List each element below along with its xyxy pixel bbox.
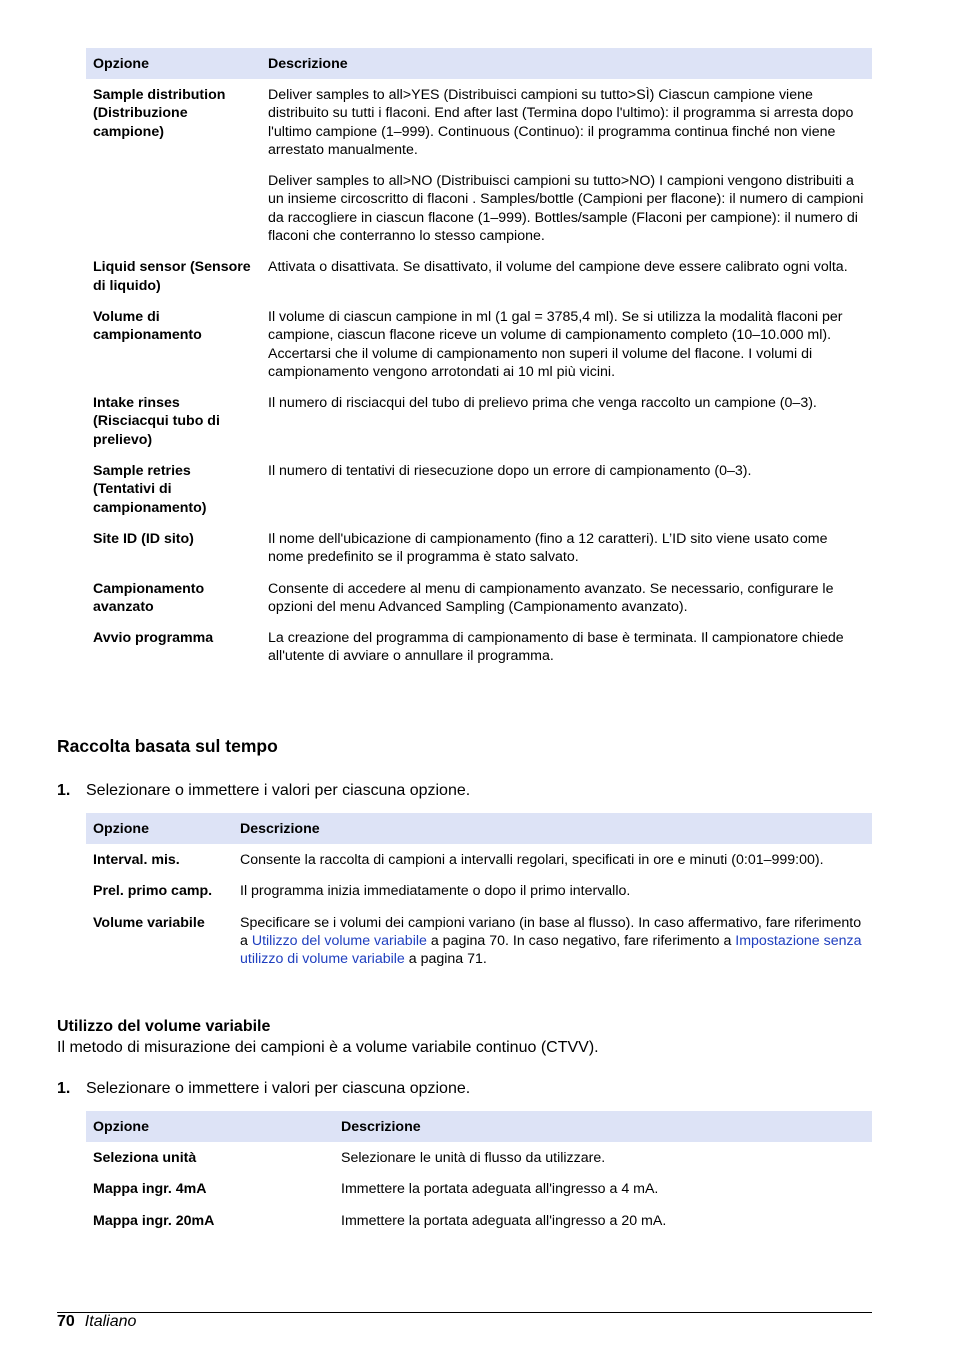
cross-reference-link[interactable]: Utilizzo del volume variabile [251,932,427,949]
option-description: Immettere la portata adeguata all'ingresso a 4 mA. [341,1181,659,1198]
option-description: La creazione del programma di campionamento di base è terminata. Il campionatore chiede all'utente di avviare o annullare il programma. [268,630,844,665]
intro-paragraph: Il metodo di misurazione dei campioni è a volume variabile continuo (CTVV). [57,1039,599,1056]
option-description: Consente la raccolta di campioni a intervalli regolari, specificati in ore e minuti (0:01–999:00). [240,852,824,868]
table-row [86,1142,872,1173]
option-name: Avvio programma [93,630,214,647]
step-text: Selezionare o immettere i valori per ciascuna opzione. [86,1080,471,1097]
option-name: Volume variabile [93,914,205,931]
table-row [86,844,872,875]
column-header-option: Opzione [86,48,261,79]
table-row [86,907,872,975]
options-table-sampling [86,48,872,672]
option-name: Volume di campionamento [93,308,202,344]
option-description [261,79,872,251]
option-description: Immettere la portata adeguata all'ingresso a 20 mA. [341,1212,667,1229]
table-row [86,573,872,623]
footer-language: Italiano [84,1313,137,1330]
section-heading: Raccolta basata sul tempo [57,736,278,756]
page-footer [57,1312,136,1332]
option-name: Mappa ingr. 4mA [93,1181,207,1198]
step-number: 1. [57,782,71,799]
table-row [86,301,872,387]
option-description: Selezionare le unità di flusso da utilizzare. [341,1150,606,1166]
table-row [86,79,872,251]
table-row [86,1205,872,1236]
cross-reference-link[interactable]: Impostazione senza utilizzo di volume variabile [240,932,862,968]
column-header-description: Descrizione [261,48,872,79]
option-description: Il volume di ciascun campione in ml (1 gal = 3785,4 ml). Se si utilizza la modalità flaconi per campione, ciascun flacone riceve un volume di campionamento completo (10–10.000 ml). Accertarsi che il volume di campionamento non superi il volume del flacone. I volumi di campionamento vengono arrotondati ai 10 ml più vicini. [268,308,843,380]
option-name: Site ID (ID sito) [93,530,194,547]
option-name: Intake rinses (Risciacqui tubo di prelievo) [93,395,220,448]
table-row [86,875,872,906]
column-header-description: Descrizione [233,813,872,844]
column-header-description: Descrizione [334,1111,872,1142]
option-description: Il nome dell'ubicazione di campionamento (fino a 12 caratteri). L’ID sito viene usato come nome predefinito se il programma è stato salvato. [268,530,828,566]
option-name: Sample distribution (Distribuzione campione) [93,87,226,140]
option-description [233,907,872,975]
description-paragraph: Deliver samples to all>YES (Distribuisci campioni su tutto>SÌ) Ciascun campione viene distribuito su tutti i flaconi. End after last (Termina dopo l'ultimo): il programma si arresta dopo l'ultimo campione (1–999). Continuous (Continuo): il programma continua finché non viene arrestato manualmente. [268,87,854,158]
footer-divider [57,1312,872,1313]
column-header-option: Opzione [86,813,233,844]
option-name: Campionamento avanzato [93,580,205,615]
description-paragraph: Deliver samples to all>NO (Distribuisci campioni su tutto>NO) I campioni vengono distribuiti a un insieme circoscritto di flaconi . Samples/bottle (Campioni per flacone): il numero di campioni da raccogliere in ciascun flacone (1–999). Bottles/sample (Flaconi per campione): il numero di flaconi che conterranno lo stesso campione. [268,173,864,245]
table-header-row [86,813,872,844]
table-row [86,455,872,523]
description-text: a pagina 71. [404,951,487,968]
step-text: Selezionare o immettere i valori per ciascuna opzione. [86,782,471,799]
table-row [86,622,872,672]
table-header-row [86,48,872,79]
table-row [86,251,872,301]
description-text: Specificare se i volumi dei campioni variano (in base al flusso). In caso affermativo, fare riferimento a [240,914,862,949]
step-number: 1. [57,1080,71,1097]
description-text: a pagina 70. In caso negativo, fare riferimento a [426,932,736,949]
option-description: Consente di accedere al menu di campionamento avanzato. Se necessario, configurare le opzioni del menu Advanced Sampling (Campionamento avanzato). [268,580,834,615]
procedure-step [57,1079,470,1099]
table-row [86,387,872,455]
procedure-step [57,781,470,801]
option-description: Il numero di risciacqui del tubo di prelievo prima che venga raccolto un campione (0–3). [268,395,817,412]
column-header-option: Opzione [86,1111,334,1142]
subsection-heading: Utilizzo del volume variabile [57,1018,271,1035]
table-row [86,523,872,573]
option-name: Interval. mis. [93,852,180,868]
option-name: Liquid sensor (Sensore di liquido) [93,259,251,294]
option-name: Seleziona unità [93,1150,197,1166]
option-description: Attivata o disattivata. Se disattivato, il volume del campione deve essere calibrato ogni volta. [268,259,848,276]
option-name: Sample retries (Tentativi di campionamento) [93,463,207,516]
table-row [86,1173,872,1204]
option-name: Mappa ingr. 20mA [93,1212,215,1229]
options-table-variable-volume [86,1111,872,1236]
options-table-time-based [86,813,872,974]
option-description: Il numero di tentativi di riesecuzione dopo un errore di campionamento (0–3). [268,463,752,480]
option-description: Il programma inizia immediatamente o dopo il primo intervallo. [240,883,631,900]
table-header-row [86,1111,872,1142]
option-name: Prel. primo camp. [93,883,213,900]
page-number: 70 [57,1313,75,1330]
